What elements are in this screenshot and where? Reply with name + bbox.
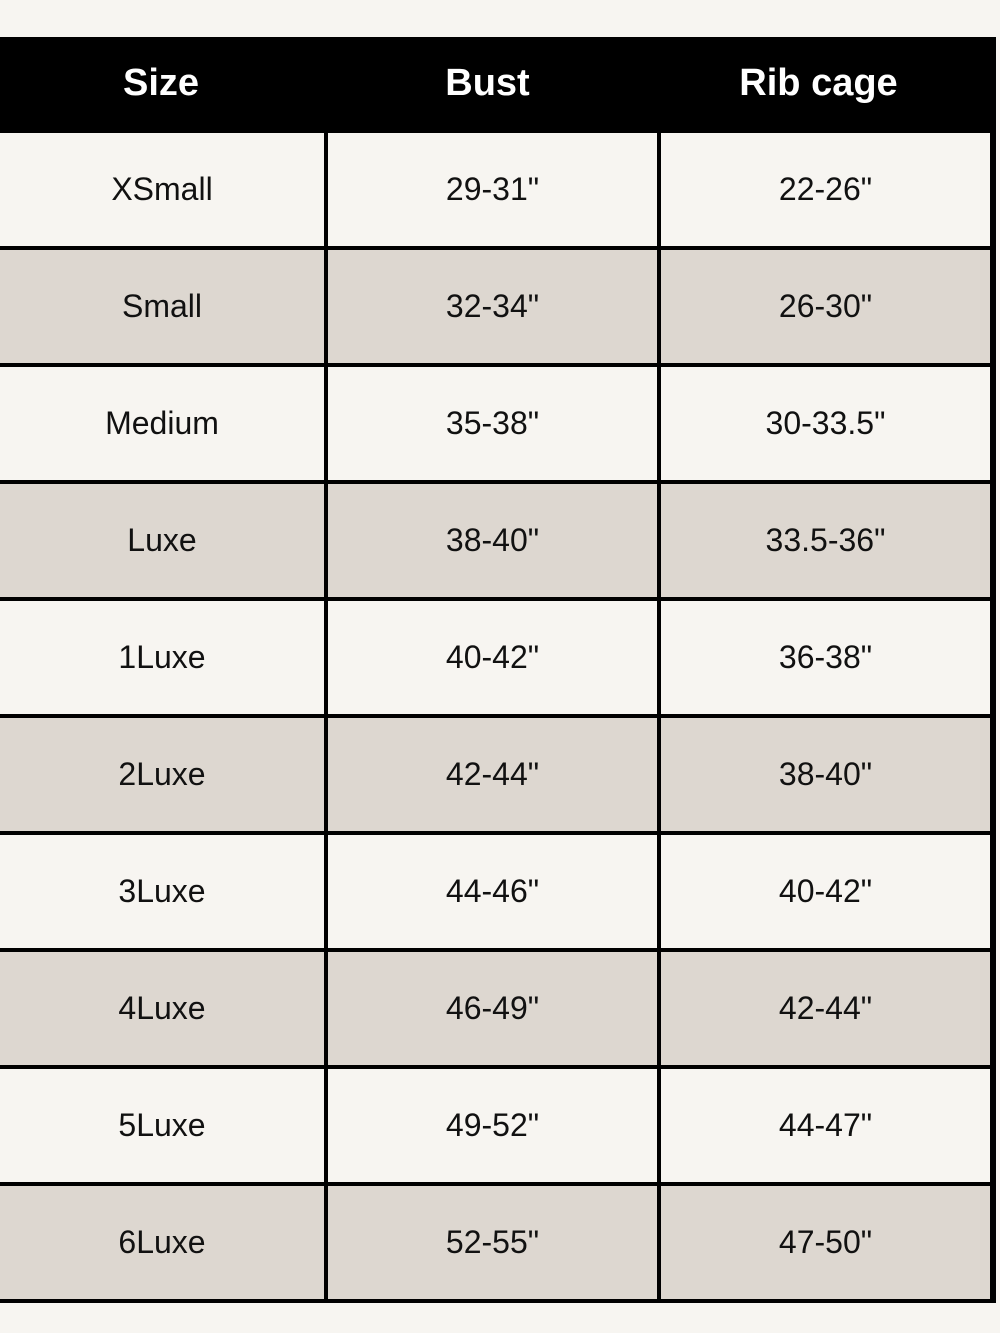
cell-rib-cage: 38-40" [661,718,990,831]
cell-size: Small [0,250,324,363]
cell-size: Luxe [0,484,324,597]
cell-rib-cage: 36-38" [661,601,990,714]
size-chart-table [0,37,996,1303]
cell-rib-cage: 44-47" [661,1069,990,1182]
table-row [0,133,996,246]
cell-rib-cage: 30-33.5" [661,367,990,480]
cell-bust: 35-38" [328,367,657,480]
cell-bust: 52-55" [328,1186,657,1299]
table-row [0,484,996,597]
table-row [0,835,996,948]
table-bottom-border [0,1299,996,1303]
cell-rib-cage: 26-30" [661,250,990,363]
table-row [0,1069,996,1182]
table-body [0,129,996,1299]
cell-rib-cage: 40-42" [661,835,990,948]
cell-rib-cage: 22-26" [661,133,990,246]
cell-size: 6Luxe [0,1186,324,1299]
cell-bust: 44-46" [328,835,657,948]
cell-rib-cage: 47-50" [661,1186,990,1299]
cell-size: 2Luxe [0,718,324,831]
table-row [0,367,996,480]
cell-bust: 49-52" [328,1069,657,1182]
cell-bust: 42-44" [328,718,657,831]
header-rib-cage: Rib cage [739,61,898,104]
cell-size: 3Luxe [0,835,324,948]
cell-bust: 40-42" [328,601,657,714]
cell-rib-cage: 33.5-36" [661,484,990,597]
table-row [0,718,996,831]
cell-size: 4Luxe [0,952,324,1065]
cell-bust: 29-31" [328,133,657,246]
table-row [0,601,996,714]
header-size: Size [122,61,200,104]
cell-bust: 32-34" [328,250,657,363]
cell-size: Medium [0,367,324,480]
cell-bust: 38-40" [328,484,657,597]
cell-bust: 46-49" [328,952,657,1065]
header-bust: Bust [445,61,530,104]
table-row [0,952,996,1065]
table-row [0,1186,996,1299]
table-header-row [0,37,996,129]
cell-size: 5Luxe [0,1069,324,1182]
cell-rib-cage: 42-44" [661,952,990,1065]
cell-size: XSmall [0,133,324,246]
cell-size: 1Luxe [0,601,324,714]
table-row [0,250,996,363]
